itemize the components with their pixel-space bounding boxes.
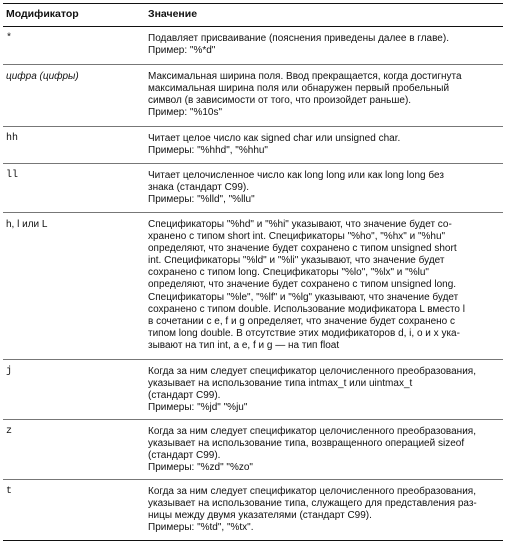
table-row bbox=[3, 127, 503, 164]
meaning-line: максимальная ширина поля или обнаружен первый пробельный bbox=[148, 83, 450, 95]
meaning-line: ницы между двумя указателями (стандарт C99). bbox=[148, 510, 372, 522]
meaning-line: Подавляет присваивание (пояснения приведены далее в главе). bbox=[148, 33, 449, 44]
modifier-cell: t bbox=[6, 486, 13, 497]
meaning-line: (стандарт C99). bbox=[148, 450, 221, 462]
meaning-cell bbox=[148, 133, 499, 157]
table-row bbox=[3, 480, 503, 541]
meaning-line: сохранено с типом long. Спецификаторы "%lo", "%lx" и "%lu" bbox=[148, 267, 429, 279]
header-modifier: Модификатор bbox=[6, 8, 79, 20]
meaning-line: Спецификаторы "%le", "%lf" и "%lg" указывают, что значение будет bbox=[148, 291, 459, 303]
meaning-line: Максимальная ширина поля. Ввод прекращается, когда достигнута bbox=[148, 71, 462, 82]
meaning-line: Примеры: "%lld", "%llu" bbox=[148, 194, 255, 206]
meaning-cell bbox=[148, 366, 499, 414]
meaning-line: сохранено с типом double. Использование модификатора L вместо l bbox=[148, 303, 465, 315]
meaning-cell bbox=[148, 426, 499, 474]
modifier-cell: hh bbox=[6, 133, 19, 144]
meaning-line: указывает на использование типа intmax_t или uintmax_t bbox=[148, 378, 413, 390]
table-row bbox=[3, 213, 503, 360]
meaning-line: определяют, что значение будет сохранено с типом unsigned long. bbox=[148, 279, 457, 291]
meaning-line: в сочетании с e, f и g определяет, что значение будет сохранено с bbox=[148, 315, 456, 327]
meaning-line: хранено с типом short int. Спецификаторы "%ho", "%hx" и "%hu" bbox=[148, 231, 446, 243]
meaning-line: (стандарт C99). bbox=[148, 390, 221, 402]
meaning-line: Пример: "%10s" bbox=[148, 107, 223, 119]
table-row bbox=[3, 164, 503, 213]
modifier-cell: цифра (цифры) bbox=[6, 71, 79, 82]
table-row bbox=[3, 420, 503, 480]
meaning-line: символ (в зависимости от того, что произойдет раньше). bbox=[148, 95, 412, 107]
meaning-line: указывает на использование типа, служащего для представления раз- bbox=[148, 498, 477, 510]
header-meaning: Значение bbox=[148, 8, 198, 20]
modifier-cell: ll bbox=[6, 170, 19, 181]
meaning-line: Примеры: "%td", "%tx". bbox=[148, 522, 254, 534]
meaning-cell bbox=[148, 71, 499, 119]
meaning-line: определяют, что значение будет сохранено с типом unsigned short bbox=[148, 243, 457, 255]
meaning-line: знака (стандарт C99). bbox=[148, 182, 250, 194]
meaning-line: зывают на тип int, а e, f и g — на тип float bbox=[148, 339, 340, 351]
meaning-line: Примеры: "%zd" "%zo" bbox=[148, 462, 253, 474]
meaning-line: указывает на использование типа, возвращенного операцией sizeof bbox=[148, 438, 465, 450]
meaning-line: Когда за ним следует спецификатор целочисленного преобразования, bbox=[148, 486, 476, 497]
meaning-line: Спецификаторы "%hd" и "%hi" указывают, что значение будет со- bbox=[148, 219, 452, 230]
meaning-line: Примеры: "%jd" "%ju" bbox=[148, 402, 248, 414]
meaning-cell bbox=[148, 33, 499, 57]
meaning-cell bbox=[148, 486, 499, 534]
meaning-line: Примеры: "%hhd", "%hhu" bbox=[148, 145, 268, 157]
meaning-line: Когда за ним следует спецификатор целочисленного преобразования, bbox=[148, 366, 476, 377]
table-header bbox=[3, 3, 503, 27]
meaning-line: типом long double. В отсутствие этих модификаторов d, i, o и x ука- bbox=[148, 327, 460, 339]
modifier-cell: * bbox=[6, 33, 13, 44]
meaning-cell bbox=[148, 170, 499, 206]
table-row bbox=[3, 65, 503, 127]
meaning-line: Читает целое число как signed char или unsigned char. bbox=[148, 133, 401, 144]
meaning-line: Когда за ним следует спецификатор целочисленного преобразования, bbox=[148, 426, 476, 437]
meaning-cell bbox=[148, 219, 499, 352]
meaning-line: Читает целочисленное число как long long или как long long без bbox=[148, 170, 444, 181]
meaning-line: Пример: "%*d" bbox=[148, 45, 216, 57]
modifier-cell: h, l или L bbox=[6, 219, 48, 230]
table-row bbox=[3, 360, 503, 420]
table-row bbox=[3, 27, 503, 65]
modifier-cell: j bbox=[6, 366, 13, 377]
meaning-line: int. Спецификаторы "%ld" и "%li" указывают, что значение будет bbox=[148, 255, 445, 267]
modifiers-table bbox=[3, 3, 503, 541]
modifier-cell: z bbox=[6, 426, 13, 437]
